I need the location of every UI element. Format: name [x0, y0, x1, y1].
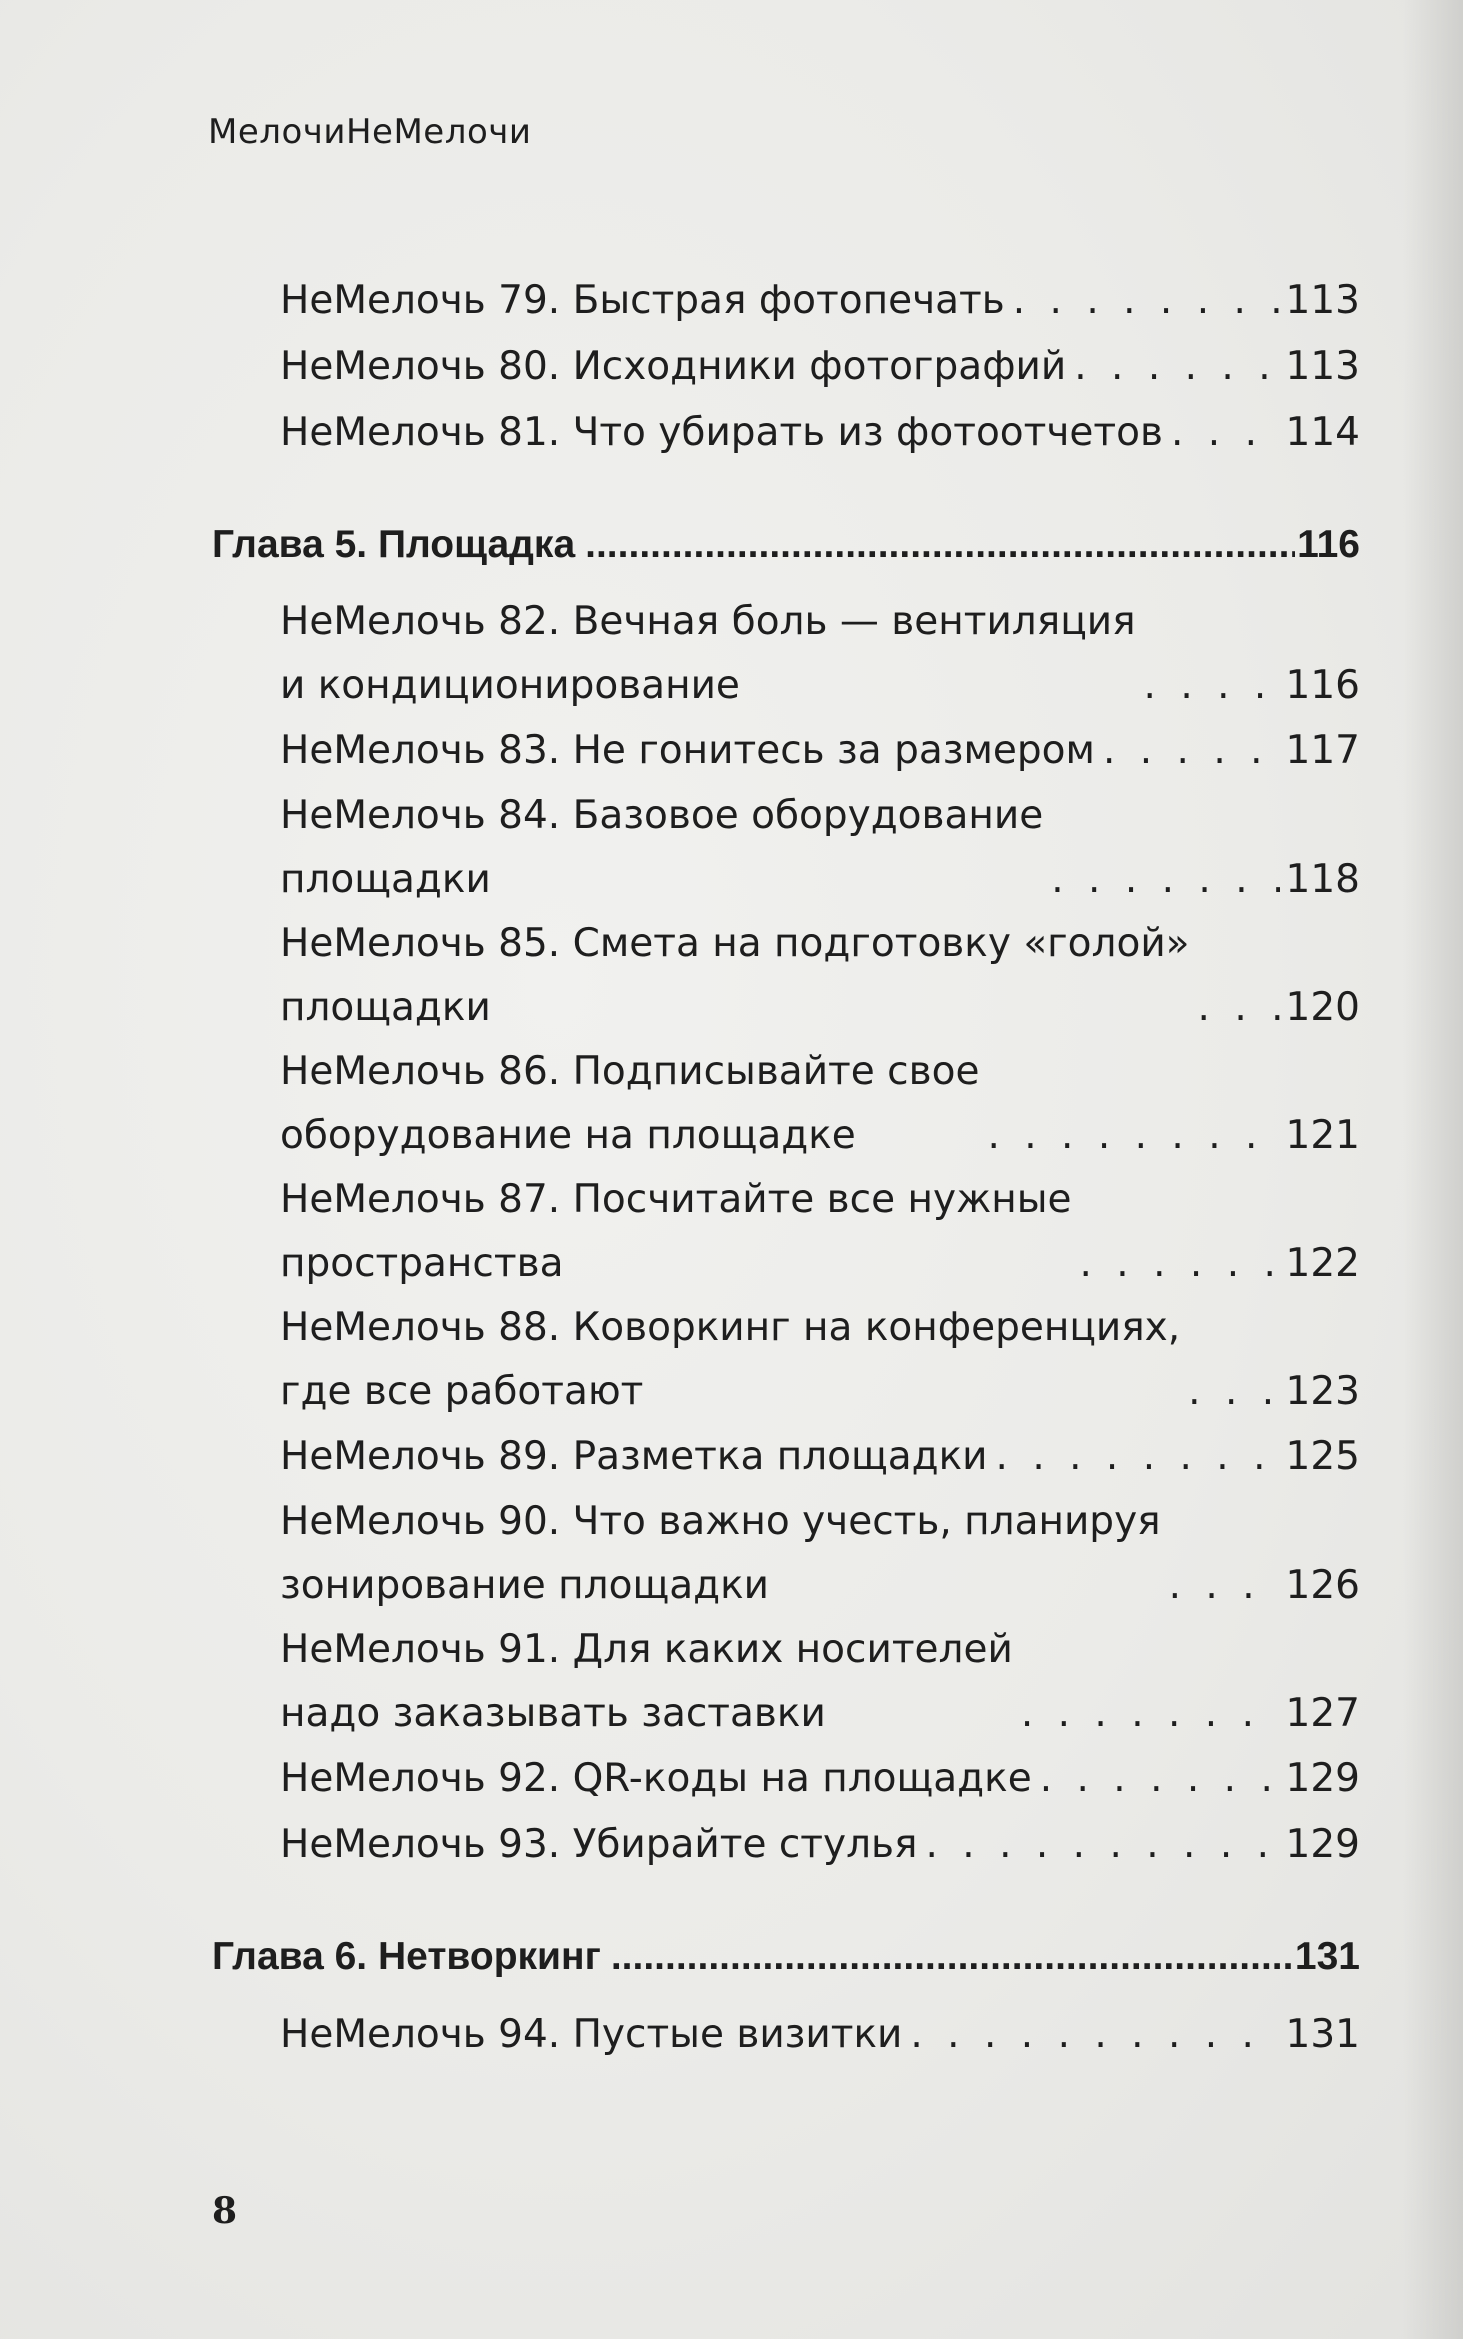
- toc-entry-page: 129: [1285, 1822, 1360, 1867]
- toc-entry-title: НеМелочь 89. Разметка площадки: [280, 1434, 988, 1479]
- toc-entry: [212, 1424, 1360, 1490]
- toc-entry: [212, 268, 1360, 334]
- leader-dots: [996, 1424, 1280, 1490]
- toc-entry-page: 120: [1285, 985, 1360, 1030]
- toc-entry-title: НеМелочь 90. Что важно учесть, планируя зонирование площадки: [280, 1499, 1161, 1608]
- toc-entry: [212, 1618, 1360, 1746]
- toc-entry: [212, 1040, 1360, 1168]
- toc-entry-page: 129: [1285, 1756, 1360, 1801]
- leader-dots: [987, 1104, 1279, 1168]
- toc-entry-title: НеМелочь 92. QR-коды на площадке: [280, 1756, 1032, 1801]
- leader-dots: [1080, 1232, 1280, 1296]
- running-head: МелочиНеМелочи: [208, 112, 532, 152]
- leader-dots: [1074, 334, 1279, 400]
- chapter-page: 116: [1297, 523, 1360, 566]
- toc-entry-page: 114: [1285, 410, 1360, 455]
- leader-dots: [611, 1924, 1293, 1990]
- toc-entry-page: 125: [1285, 1434, 1360, 1479]
- toc-entry-page: 118: [1285, 857, 1360, 902]
- table-of-contents: [212, 268, 1360, 2068]
- page-number: 8: [212, 2190, 238, 2232]
- toc-entry-title: НеМелочь 88. Коворкинг на конференциях, где все работают: [280, 1305, 1181, 1414]
- leader-dots: [925, 1812, 1279, 1878]
- toc-entry-title: НеМелочь 79. Быстрая фотопечать: [280, 278, 1005, 323]
- toc-entry-title: НеМелочь 82. Вечная боль — вентиляция и кондиционирование: [280, 599, 1136, 708]
- toc-entry-title: НеМелочь 94. Пустые визитки: [280, 2012, 903, 2057]
- toc-entry: [212, 334, 1360, 400]
- chapter-title: Глава 5. Площадка: [212, 523, 576, 566]
- toc-entry: [212, 1168, 1360, 1296]
- leader-dots: [1051, 848, 1279, 912]
- toc-entry-page: 126: [1285, 1563, 1360, 1608]
- toc-entry-title: НеМелочь 86. Подписывайте свое оборудование на площадке: [280, 1049, 980, 1158]
- toc-entry: [212, 784, 1360, 912]
- leader-dots: [1013, 268, 1280, 334]
- toc-entry-page: 113: [1285, 344, 1360, 389]
- toc-entry-title: НеМелочь 81. Что убирать из фотоотчетов: [280, 410, 1163, 455]
- leader-dots: [1169, 1554, 1280, 1618]
- toc-entry-page: 131: [1285, 2012, 1360, 2057]
- toc-entry-title: НеМелочь 83. Не гонитесь за размером: [280, 728, 1095, 773]
- leader-dots: [585, 512, 1295, 578]
- toc-entry: [212, 400, 1360, 466]
- toc-entry-page: 123: [1285, 1369, 1360, 1414]
- leader-dots: [1171, 400, 1280, 466]
- toc-entry-page: 127: [1285, 1691, 1360, 1736]
- toc-entry-page: 116: [1285, 663, 1360, 708]
- toc-entry: [212, 912, 1360, 1040]
- toc-chapter-heading: [212, 1924, 1360, 1990]
- toc-entry-page: 117: [1285, 728, 1360, 773]
- chapter-title: Глава 6. Нетворкинг: [212, 1935, 601, 1978]
- toc-entry: [212, 1746, 1360, 1812]
- leader-dots: [1040, 1746, 1280, 1812]
- toc-entry: [212, 1296, 1360, 1424]
- toc-entry-page: 121: [1285, 1113, 1360, 1158]
- toc-entry-title: НеМелочь 80. Исходники фотографий: [280, 344, 1067, 389]
- toc-entry: [212, 718, 1360, 784]
- leader-dots: [1188, 1360, 1279, 1424]
- leader-dots: [1198, 976, 1280, 1040]
- toc-entry: [212, 2002, 1360, 2068]
- toc-entry: [212, 1490, 1360, 1618]
- toc-entry-title: НеМелочь 87. Посчитайте все нужные пространства: [280, 1177, 1072, 1286]
- toc-entry-title: НеМелочь 85. Смета на подготовку «голой» площадки: [280, 921, 1190, 1030]
- toc-entry-page: 113: [1285, 278, 1360, 323]
- toc-entry-page: 122: [1285, 1241, 1360, 1286]
- leader-dots: [1021, 1682, 1280, 1746]
- toc-entry-title: НеМелочь 93. Убирайте стулья: [280, 1822, 918, 1867]
- toc-entry: [212, 1812, 1360, 1878]
- leader-dots: [1103, 718, 1280, 784]
- chapter-page: 131: [1294, 1935, 1360, 1978]
- toc-entry-title: НеМелочь 84. Базовое оборудование площадки: [280, 793, 1044, 902]
- toc-chapter-heading: [212, 512, 1360, 578]
- leader-dots: [1144, 654, 1280, 718]
- leader-dots: [910, 2002, 1279, 2068]
- toc-entry-title: НеМелочь 91. Для каких носителей надо заказывать заставки: [280, 1627, 1013, 1736]
- toc-entry: [212, 590, 1360, 718]
